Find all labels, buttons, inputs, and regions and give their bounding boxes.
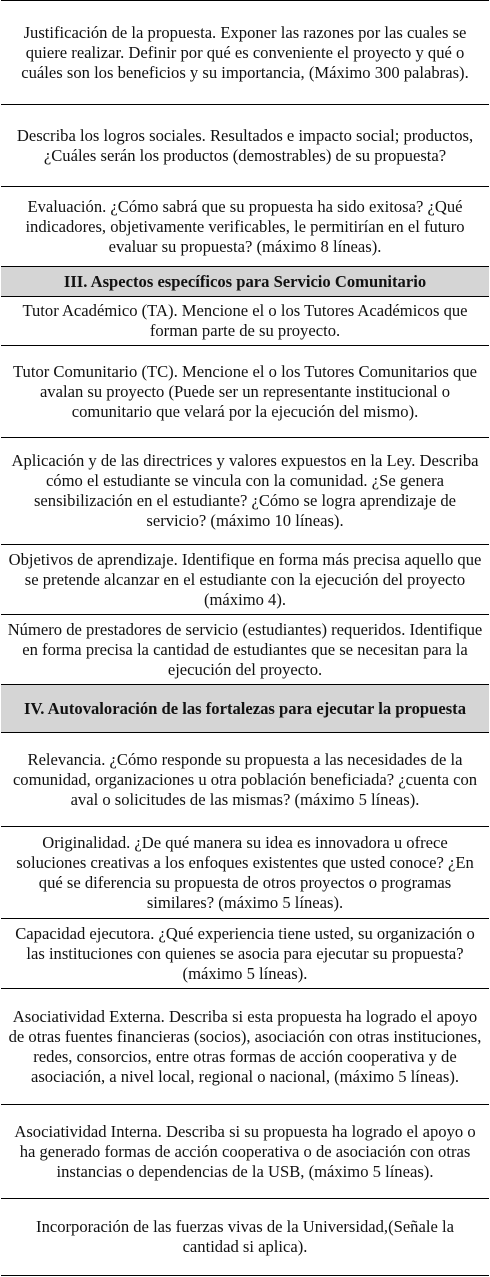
row-text: Objetivos de aprendizaje. Identifique en forma más precisa aquello que se pretende alcanzar en el estudiante con la ejecución del proyecto (máximo 4).: [8, 549, 482, 609]
row-tutor-academico: [1, 297, 489, 346]
row-text: Incorporación de las fuerzas vivas de la Universidad,(Señale la cantidad si aplica).: [36, 1217, 454, 1256]
row-tutor-comunitario: [1, 346, 489, 438]
row-text: Originalidad. ¿De qué manera su idea es innovadora u ofrece soluciones creativas a los enfoques existentes que usted conoce? ¿En qué se diferencia su propuesta de otros proyectos o programas similares? (máximo 5 líneas).: [16, 832, 474, 912]
row-text: Justificación de la propuesta. Exponer las razones por las cuales se quiere realizar. Definir por qué es conveniente el proyecto y qué o cuáles son los beneficios y su importancia, (Máximo 300 palabras).: [21, 22, 469, 82]
row-capacidad-ejecutora: [1, 919, 489, 989]
row-objetivos-aprendizaje: [1, 545, 489, 615]
row-asociatividad-externa: [1, 989, 489, 1105]
row-text: Número de prestadores de servicio (estudiantes) requeridos. Identifique en forma precisa la cantidad de estudiantes que se necesitan para la ejecución del proyecto.: [7, 619, 483, 679]
row-evaluacion: [1, 187, 489, 267]
section-header-iv: [1, 685, 489, 733]
row-originalidad: [1, 827, 489, 919]
row-text: Aplicación y de las directrices y valores expuestos en la Ley. Describa cómo el estudiante se vincula con la comunidad. ¿Se genera sensibilización en el estudiante? ¿Cómo se logra aprendizaje de servicio? (máximo 10 líneas).: [11, 451, 479, 530]
section-title: IV. Autovaloración de las fortalezas para ejecutar la propuesta: [23, 698, 466, 718]
row-justificacion: [1, 1, 489, 105]
row-text: Asociatividad Externa. Describa si esta propuesta ha logrado el apoyo de otras fuentes financieras (socios), asociación con otras instituciones, redes, consorcios, entre otras formas de acción cooperativa y de asociación, a nivel local, regional o nacional, (máximo 5 líneas).: [8, 1006, 482, 1086]
row-text: Tutor Comunitario (TC). Mencione el o los Tutores Comunitarios que avalan su proyecto (Puede ser un representante institucional o comunitario que velará por la ejecución del mismo).: [12, 361, 477, 421]
row-aplicacion-ley: [1, 438, 489, 545]
row-logros-sociales: [1, 105, 489, 187]
row-text: Tutor Académico (TA). Mencione el o los Tutores Académicos que forman parte de su proyecto.: [22, 301, 468, 340]
row-text: Asociatividad Interna. Describa si su propuesta ha logrado el apoyo o ha generado formas de acción cooperativa o de asociación con otras instancias o dependencias de la USB, (máximo 5 líneas).: [14, 1121, 476, 1181]
row-text: Evaluación. ¿Cómo sabrá que su propuesta ha sido exitosa? ¿Qué indicadores, objetivamente verificables, le permitirían en el futuro evaluar su propuesta? (máximo 8 líneas).: [25, 196, 465, 256]
row-asociatividad-interna: [1, 1105, 489, 1199]
form-table: [1, 0, 489, 1276]
row-relevancia: [1, 733, 489, 827]
row-fuerzas-vivas: [1, 1199, 489, 1276]
section-title: III. Aspectos específicos para Servicio Comunitario: [63, 271, 427, 291]
row-numero-prestadores: [1, 615, 489, 685]
row-text: Relevancia. ¿Cómo responde su propuesta a las necesidades de la comunidad, organizaciones u otra población beneficiada? ¿cuenta con aval o solicitudes de las mismas? (máximo 5 líneas).: [12, 749, 478, 809]
row-text: Describa los logros sociales. Resultados e impacto social; productos, ¿Cuáles serán los productos (demostrables) de su propuesta?: [16, 125, 474, 165]
section-header-iii: [1, 267, 489, 297]
row-text: Capacidad ejecutora. ¿Qué experiencia tiene usted, su organización o las instituciones con quienes se asocia para ejecutar su propuesta? (máximo 5 líneas).: [15, 923, 475, 983]
